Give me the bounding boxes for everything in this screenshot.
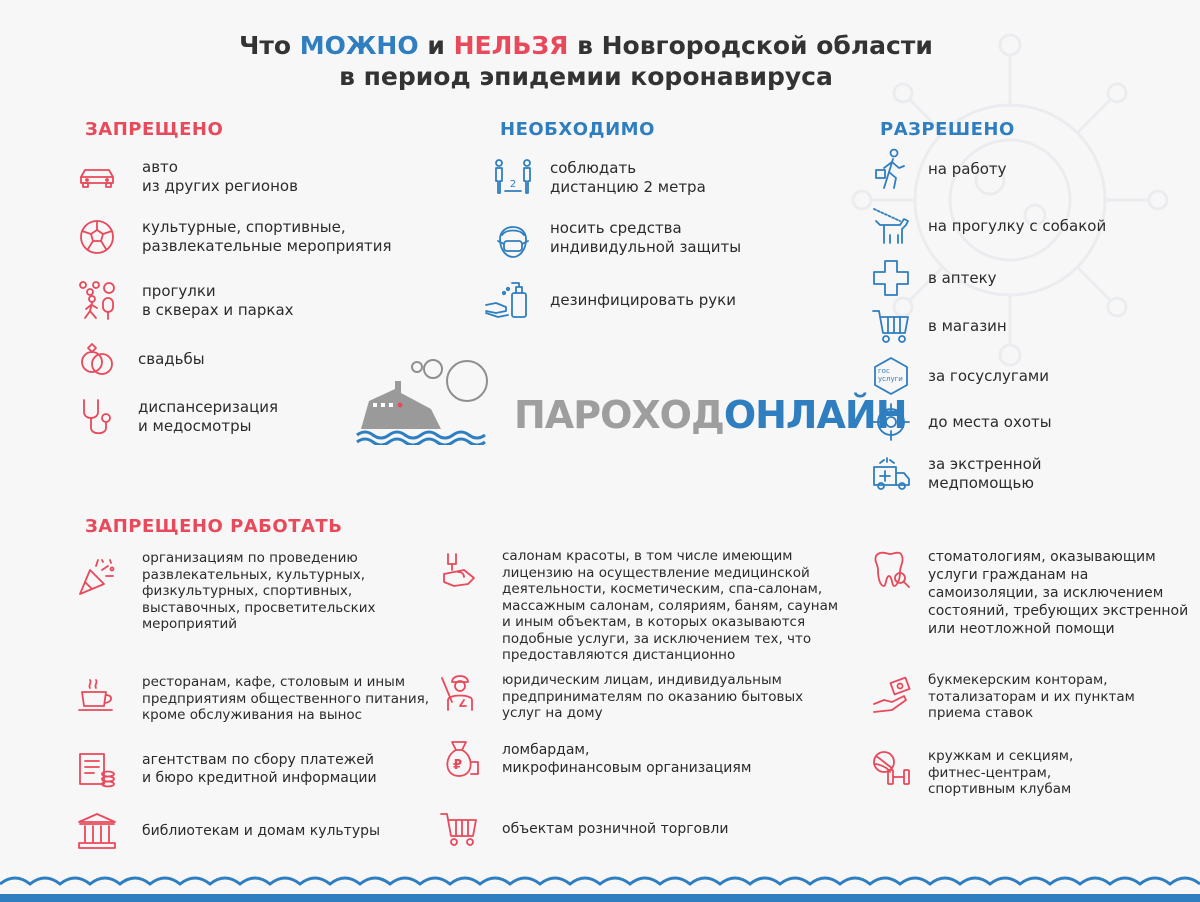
work-item-label: юридическим лицам, индивидуальным предпринимателям по оказанию бытовых услуг на дому xyxy=(502,672,804,721)
work-item-sports-clubs xyxy=(870,748,1073,798)
allowed-item-label: на прогулку с собакой xyxy=(928,216,1107,235)
allowed-item-dog xyxy=(870,205,1106,247)
ruble-glyph: ₽ xyxy=(453,758,463,773)
forbidden-item-cars xyxy=(76,156,298,198)
forbidden-item-walks xyxy=(76,280,294,322)
required-heading: НЕОБХОДИМО xyxy=(500,119,655,140)
work-item-home-services xyxy=(438,672,803,722)
forbidden-item-label: авто из других регионов xyxy=(142,158,298,195)
car-icon xyxy=(76,156,118,198)
betting-ticket-icon xyxy=(870,676,912,718)
required-item-sanitizer xyxy=(482,279,736,321)
ball-dumbbell-icon xyxy=(870,748,912,790)
watermark xyxy=(355,355,907,445)
work-item-label: букмекерским конторам, тотализаторам и их пунктам приема ставок xyxy=(928,672,1135,721)
repairman-icon xyxy=(438,672,480,714)
work-item-betting xyxy=(870,672,1135,722)
forbidden-item-label: культурные, спортивные, развлекательные мероприятия xyxy=(142,218,392,255)
gosuslugi-badge: гос услуги xyxy=(878,367,903,383)
tooth-icon xyxy=(870,548,912,590)
title-cannot: НЕЛЬЗЯ xyxy=(453,31,569,60)
work-item-label: ломбардам, микрофинансовым организациям xyxy=(502,742,752,776)
work-item-label: агентствам по сбору платежей и бюро кредитной информации xyxy=(142,752,377,786)
forbidden-item-events xyxy=(76,216,392,258)
allowed-item-shop xyxy=(870,305,1007,347)
required-item-label: соблюдать дистанцию 2 метра xyxy=(550,159,706,196)
allowed-item-pharmacy xyxy=(870,257,997,299)
manicure-icon xyxy=(438,550,480,592)
sanitizer-icon xyxy=(482,279,534,321)
work-item-label: объектам розничной торговли xyxy=(502,820,729,837)
work-item-beauty xyxy=(438,548,838,664)
walking-park-icon xyxy=(76,280,118,322)
football-icon xyxy=(76,216,118,258)
stethoscope-icon xyxy=(76,396,118,438)
work-item-label: ресторанам, кафе, столовым и иным предприятиям общественного питания, кроме обслуживания на вынос xyxy=(142,674,430,723)
library-building-icon xyxy=(76,810,118,852)
bottom-waves-decoration xyxy=(0,868,1200,902)
money-bag-icon xyxy=(438,738,480,780)
forbidden-item-checkups xyxy=(76,396,278,438)
title-can: МОЖНО xyxy=(299,31,419,60)
allowed-item-label: за экстренной медпомощью xyxy=(928,455,1042,492)
pharmacy-cross-icon xyxy=(870,257,912,299)
party-popper-icon xyxy=(76,556,118,598)
allowed-item-label: в магазин xyxy=(928,316,1007,335)
work-item-dentistry xyxy=(870,548,1188,638)
work-item-label: организациям по проведению развлекательных, культурных, физкультурных, спортивных, выставочных, просветительских мероприятий xyxy=(142,550,376,632)
allowed-item-work xyxy=(870,148,1007,190)
allowed-item-ambulance xyxy=(870,453,1042,495)
work-item-payments xyxy=(76,748,377,790)
allowed-item-label: за госуслугами xyxy=(928,366,1049,385)
page-title: Что МОЖНО и НЕЛЬЗЯ в Новгородской области в период эпидемии коронавируса xyxy=(0,30,1172,92)
walking-to-work-icon xyxy=(870,148,912,190)
allowed-item-label: на работу xyxy=(928,159,1007,178)
work-item-catering xyxy=(76,674,429,724)
forbidden-item-label: прогулки в скверах и парках xyxy=(142,282,294,319)
dog-walk-icon xyxy=(870,205,912,247)
work-item-pawnshops xyxy=(438,738,751,780)
allowed-item-label: до места охоты xyxy=(928,412,1052,431)
coffee-cup-icon xyxy=(76,674,118,716)
work-item-label: кружкам и секциям, фитнес-центрам, спортивным клубам xyxy=(928,748,1074,797)
work-item-libraries xyxy=(76,810,380,852)
page-subtitle: в период эпидемии коронавируса xyxy=(339,62,833,91)
work-item-events-orgs xyxy=(76,550,376,633)
forbidden-item-label: свадьбы xyxy=(138,349,205,368)
work-item-retail xyxy=(438,808,728,850)
retail-cart-icon xyxy=(438,808,480,850)
svg-text:2: 2 xyxy=(509,179,517,190)
ambulance-icon xyxy=(870,453,912,495)
mask-icon xyxy=(492,217,534,259)
work-forbidden-heading: ЗАПРЕЩЕНО РАБОТАТЬ xyxy=(85,516,343,537)
forbidden-heading: ЗАПРЕЩЕНО xyxy=(85,119,224,140)
shopping-cart-icon xyxy=(870,305,912,347)
required-item-mask xyxy=(492,217,741,259)
forbidden-item-label: диспансеризация и медосмотры xyxy=(138,398,279,435)
required-item-label: носить средства индивидульной защиты xyxy=(550,219,742,256)
work-item-label: стоматологиям, оказывающим услуги гражданам на самоизоляции, за исключением состояний, требующих экстренной или неотложной помощи xyxy=(928,549,1189,637)
wedding-rings-icon xyxy=(76,338,118,380)
distance-icon xyxy=(492,157,534,199)
allowed-heading: РАЗРЕШЕНО xyxy=(880,119,1015,140)
work-item-label: салонам красоты, в том числе имеющим лицензию на осуществление медицинской деятельности, косметическим, спа-салонам, массажным салонам, соляриям, баням, саунам и иным объектам, в которых оказываются подобные услуги, за исключением тех, что предоставляются дистанционно xyxy=(502,548,839,663)
allowed-item-label: в аптеку xyxy=(928,268,997,287)
required-item-label: дезинфицировать руки xyxy=(550,290,736,309)
required-item-distance xyxy=(492,157,706,199)
work-item-label: библиотекам и домам культуры xyxy=(142,822,381,839)
payment-docs-icon xyxy=(76,748,118,790)
steamship-logo-icon xyxy=(355,355,500,445)
forbidden-item-weddings xyxy=(76,338,205,380)
watermark-brand: ПАРОХОДОНЛАЙН xyxy=(514,393,907,437)
